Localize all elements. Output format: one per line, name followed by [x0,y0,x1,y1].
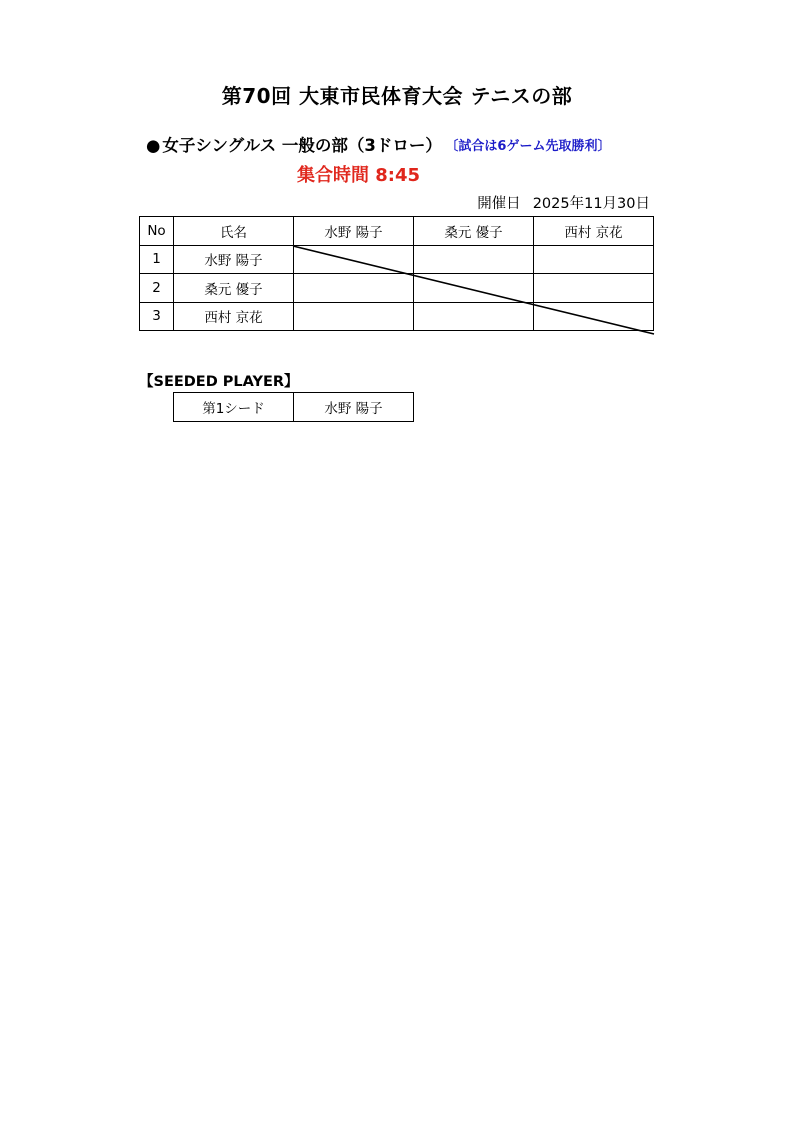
seed-player-name: 水野 陽子 [294,393,414,422]
rule-note: 〔試合は6ゲーム先取勝利〕 [451,139,611,154]
round-robin-table [139,216,654,331]
score-cell [414,274,534,303]
score-cell [534,302,654,331]
page-title: 第70回 大東市民体育大会 テニスの部 [221,84,573,108]
table-row [140,245,654,274]
date-value: 2025年11月30日 [532,196,650,212]
row-no: 1 [140,245,174,274]
score-cell [294,302,414,331]
section-heading [146,132,610,156]
row-no: 3 [140,302,174,331]
bullet-icon: ● [146,136,161,155]
player-name: 水野 陽子 [174,245,294,274]
row-no: 2 [140,274,174,303]
score-cell [294,274,414,303]
event-date [477,192,650,213]
header-opponent: 西村 京花 [534,217,654,246]
header-opponent: 桑元 優子 [414,217,534,246]
score-cell [534,245,654,274]
table-row [140,302,654,331]
score-cell [534,274,654,303]
score-cell [294,245,414,274]
player-name: 西村 京花 [174,302,294,331]
seeded-player-table [173,392,414,422]
seeded-player-heading: 【SEEDED PLAYER】 [139,374,299,390]
score-cell [414,245,534,274]
header-no: No [140,217,174,246]
header-opponent: 水野 陽子 [294,217,414,246]
header-name: 氏名 [174,217,294,246]
table-row [174,393,414,422]
date-label: 開催日 [477,196,521,212]
seed-rank: 第1シード [174,393,294,422]
event-name: 女子シングルス 一般の部（3ドロー） [162,136,442,155]
table-row [140,274,654,303]
player-name: 桑元 優子 [174,274,294,303]
meeting-time: 集合時間 8:45 [297,165,421,186]
table-header-row [140,217,654,246]
score-cell [414,302,534,331]
